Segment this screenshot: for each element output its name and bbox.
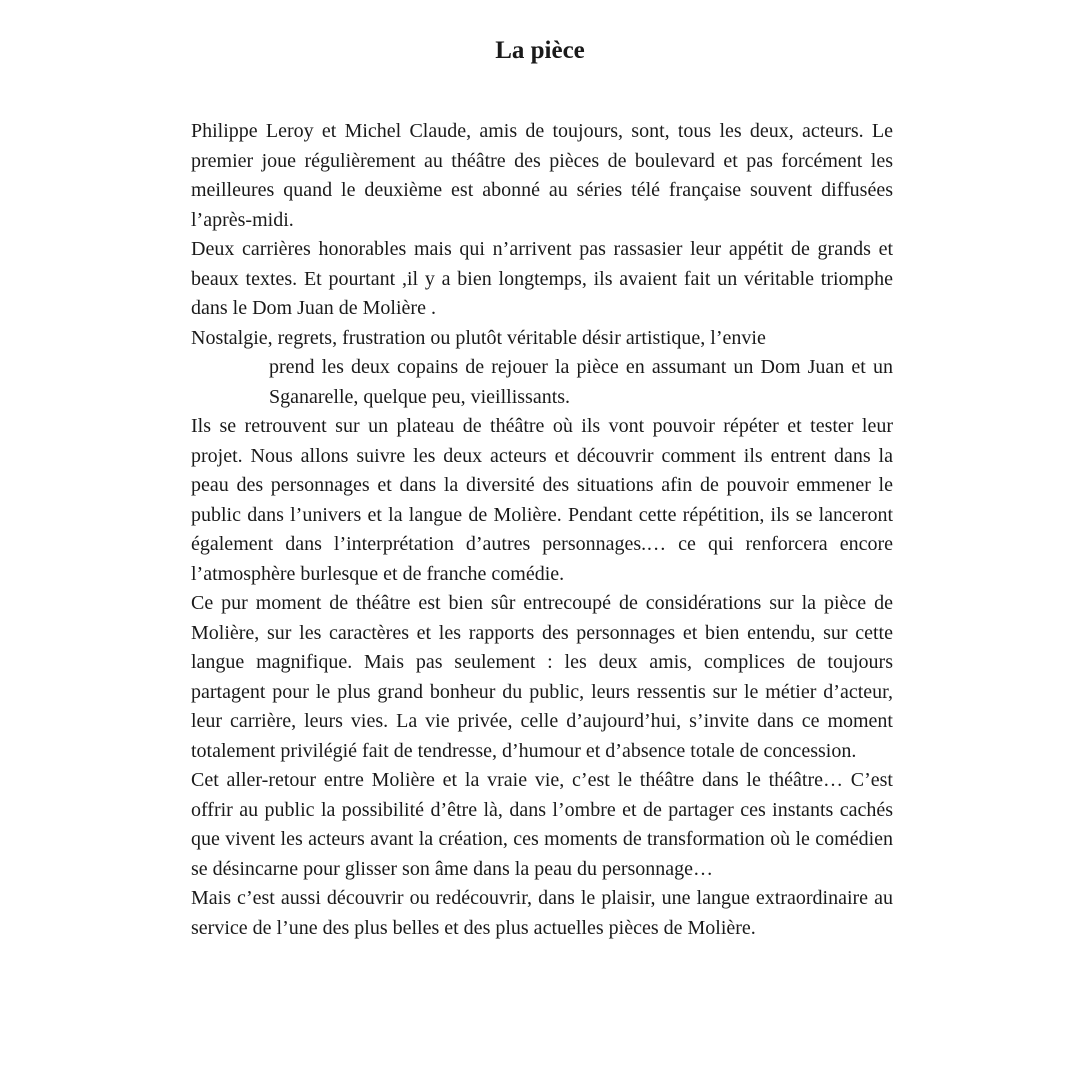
- page-title: La pièce: [495, 37, 585, 64]
- document-body: [191, 117, 893, 943]
- paragraph-careers: Deux carrières honorables mais qui n’arrivent pas rassasier leur appétit de grands et beaux textes. Et pourtant ,il y a bien longtemps, ils avaient fait un véritable triomphe dans le Dom Juan de Molière .: [191, 238, 893, 319]
- paragraph-nostalgia-line1: Nostalgie, regrets, frustration ou plutôt véritable désir artistique, l’envie: [191, 326, 766, 349]
- paragraph-language: Mais c’est aussi découvrir ou redécouvrir, dans le plaisir, une langue extraordinaire au service de l’une des plus belles et des plus actuelles pièces de Molière.: [191, 887, 893, 939]
- paragraph-rehearsal: Ils se retrouvent sur un plateau de théâtre où ils vont pouvoir répéter et tester leur projet. Nous allons suivre les deux acteurs et découvrir comment ils entrent dans la peau des personnages et dans la diversité des situations afin de pouvoir emmener le public dans l’univers et la langue de Molière. Pendant cette répétition, ils se lanceront également dans l’interprétation d’autres personnages.… ce qui renforcera encore l’atmosphère burlesque et de franche comédie.: [191, 415, 893, 585]
- paragraph-nostalgia-continuation: prend les deux copains de rejouer la pièce en assumant un Dom Juan et un Sganarelle, quelque peu, vieillissants.: [269, 356, 893, 408]
- paragraph-theatre-in-theatre: Cet aller-retour entre Molière et la vraie vie, c’est le théâtre dans le théâtre… C’est offrir au public la possibilité d’être là, dans l’ombre et de partager ces instants cachés que vivent les acteurs avant la création, ces moments de transformation où le comédien se désincarne pour glisser son âme dans la peau du personnage…: [191, 769, 893, 880]
- paragraph-nostalgia: [191, 324, 893, 413]
- paragraph-considerations: Ce pur moment de théâtre est bien sûr entrecoupé de considérations sur la pièce de Molière, sur les caractères et les rapports des personnages et bien entendu, sur cette langue magnifique. Mais pas seulement : les deux amis, complices de toujours partagent pour le plus grand bonheur du public, leurs ressentis sur le métier d’acteur, leur carrière, leurs vies. La vie privée, celle d’aujourd’hui, s’invite dans ce moment totalement privilégié fait de tendresse, d’humour et d’absence totale de concession.: [191, 592, 893, 762]
- paragraph-intro: Philippe Leroy et Michel Claude, amis de toujours, sont, tous les deux, acteurs. Le premier joue régulièrement au théâtre des pièces de boulevard et pas forcément les meilleures quand le deuxième est abonné au séries télé française souvent diffusées l’après-midi.: [191, 120, 893, 231]
